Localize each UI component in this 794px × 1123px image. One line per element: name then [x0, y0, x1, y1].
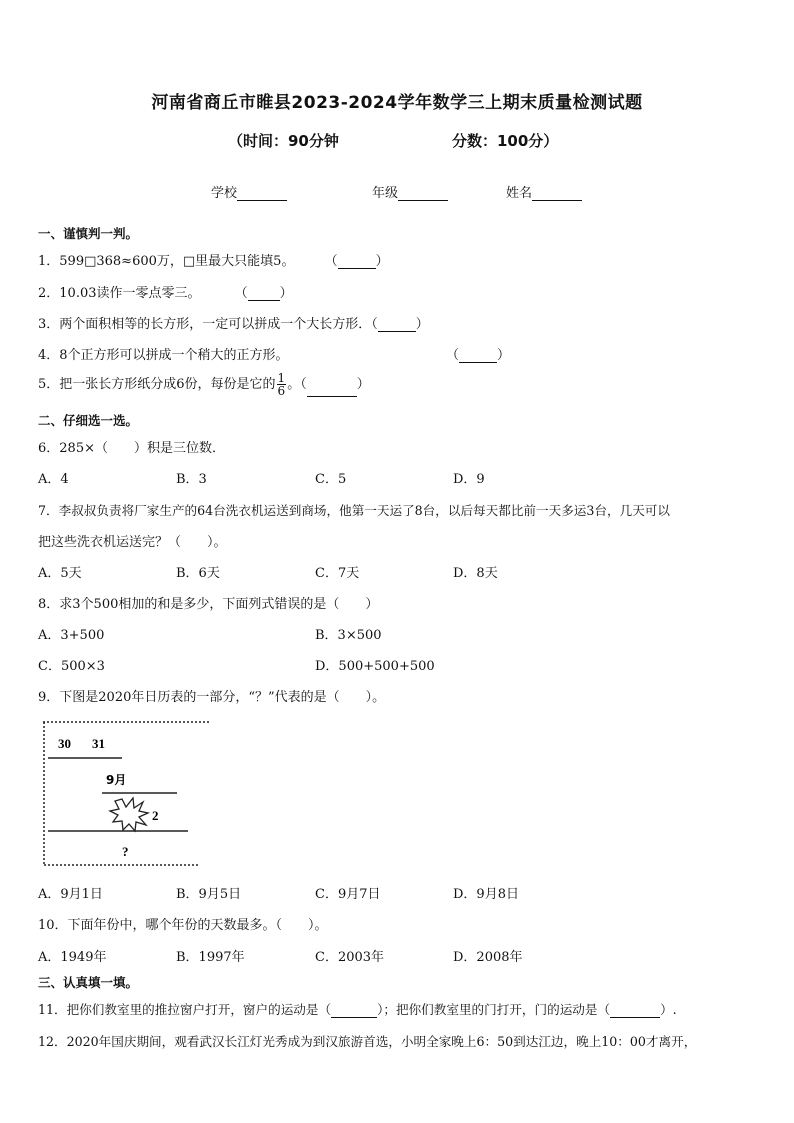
question-3-text: 3．两个面积相等的长方形，一定可以拼成一个大长方形．: [38, 317, 372, 332]
date-2: 2: [152, 808, 159, 823]
question-1: 1．599□368≈600万，□里最大只能填5。 （ ）: [38, 254, 389, 269]
question-9: 9．下图是2020年日历表的一部分，“？”代表的是（ ）。: [38, 690, 386, 705]
q10-option-a[interactable]: A．1949年: [38, 950, 107, 965]
question-2-text: 2．10.03读作一零点零三。: [38, 286, 201, 301]
question-4-text: 4．8个正方形可以拼成一个稍大的正方形。: [38, 348, 289, 363]
grade-field: [372, 182, 448, 201]
month-label: 9月: [106, 773, 127, 787]
answer-blank-2[interactable]: [248, 288, 280, 301]
question-11-part-a: 11．把你们教室里的推拉窗户打开，窗户的运动是（: [38, 1002, 332, 1017]
question-5: 5．把一张长方形纸分成6份，每份是它的 $\frac{1}{6}$ 。（ ）: [38, 371, 370, 398]
q8-option-d[interactable]: D．500+500+500: [315, 659, 435, 674]
exam-score: 分数：100分）: [452, 132, 559, 150]
explosion-icon: [110, 798, 148, 831]
answer-blank-11b[interactable]: [610, 1005, 660, 1018]
calendar-figure: [40, 718, 210, 870]
question-5-text: 5．把一张长方形纸分成6份，每份是它的: [38, 377, 276, 392]
q10-option-c[interactable]: C．2003年: [315, 950, 385, 965]
q6-option-c[interactable]: C．5: [315, 472, 347, 487]
q9-option-b[interactable]: B．9月5日: [176, 887, 242, 902]
q6-option-a[interactable]: A．4: [38, 472, 69, 487]
school-blank: [237, 188, 287, 201]
question-7-line-1: 7．李叔叔负责将厂家生产的64台洗衣机运送到商场，他第一天运了8台，以后每天都比前一天多运3台，几天可以: [38, 503, 670, 518]
name-label: 姓名: [506, 186, 533, 201]
q9-option-d[interactable]: D．9月8日: [453, 887, 519, 902]
question-2: 2．10.03读作一零点零三。 （ ）: [38, 286, 293, 301]
question-mark: ?: [122, 844, 129, 859]
question-6: 6．285×（ ）积是三位数．: [38, 441, 225, 456]
answer-blank-11a[interactable]: [331, 1005, 377, 1018]
page-title: 河南省商丘市睢县2023-2024学年数学三上期末质量检测试题: [151, 93, 643, 113]
q9-option-c[interactable]: C．9月7日: [315, 887, 381, 902]
question-12: 12．2020年国庆期间，观看武汉长江灯光秀成为到汉旅游首选，小明全家晚上6：50到达江边，晚上10：00才离开，: [38, 1034, 697, 1049]
date-31: 31: [92, 736, 105, 751]
q6-option-d[interactable]: D．9: [453, 472, 485, 487]
question-1-text: 1．599□368≈600万，□里最大只能填5。: [38, 254, 295, 269]
answer-blank-3[interactable]: [378, 319, 416, 332]
q8-option-a[interactable]: A．3+500: [38, 628, 105, 643]
fraction-one-sixth: $\frac{1}{6}$: [277, 371, 286, 398]
name-field: [506, 182, 582, 201]
q10-option-b[interactable]: B．1997年: [176, 950, 245, 965]
q8-option-c[interactable]: C．500×3: [38, 659, 105, 674]
q9-option-a[interactable]: A．9月1日: [38, 887, 103, 902]
school-label: 学校: [211, 186, 238, 201]
q8-option-b[interactable]: B．3×500: [315, 628, 382, 643]
q7-option-c[interactable]: C．7天: [315, 566, 360, 581]
answer-blank-1[interactable]: [338, 256, 376, 269]
question-4: 4．8个正方形可以拼成一个稍大的正方形。 （ ）: [38, 348, 511, 363]
q10-option-d[interactable]: D．2008年: [453, 950, 523, 965]
question-11: [38, 999, 677, 1018]
exam-time: （时间：90分钟: [228, 132, 339, 150]
section-heading-1: 一、谨慎判一判。: [38, 226, 139, 241]
section-heading-2: 二、仔细选一选。: [38, 413, 139, 428]
q7-option-b[interactable]: B．6天: [176, 566, 220, 581]
answer-blank-4[interactable]: [459, 350, 497, 363]
section-heading-3: 三、认真填一填。: [38, 975, 139, 990]
question-8: 8．求3个500相加的和是多少，下面列式错误的是（ ）: [38, 597, 379, 612]
grade-blank: [398, 188, 448, 201]
answer-blank-5[interactable]: [307, 384, 357, 397]
question-11-part-c: ）.: [660, 1002, 677, 1017]
q6-option-b[interactable]: B．3: [176, 472, 207, 487]
question-7-line-2: 把这些洗衣机运送完？（ ）。: [38, 535, 227, 550]
date-30: 30: [58, 736, 71, 751]
name-blank: [532, 188, 582, 201]
q7-option-a[interactable]: A．5天: [38, 566, 82, 581]
school-field: [211, 182, 287, 201]
q7-option-d[interactable]: D．8天: [453, 566, 498, 581]
question-3: 3．两个面积相等的长方形，一定可以拼成一个大长方形．（ ）: [38, 317, 429, 332]
grade-label: 年级: [372, 186, 399, 201]
question-10: 10．下面年份中，哪个年份的天数最多。（ ）。: [38, 918, 328, 933]
question-11-part-b: ）；把你们教室里的门打开，门的运动是（: [377, 1002, 611, 1017]
